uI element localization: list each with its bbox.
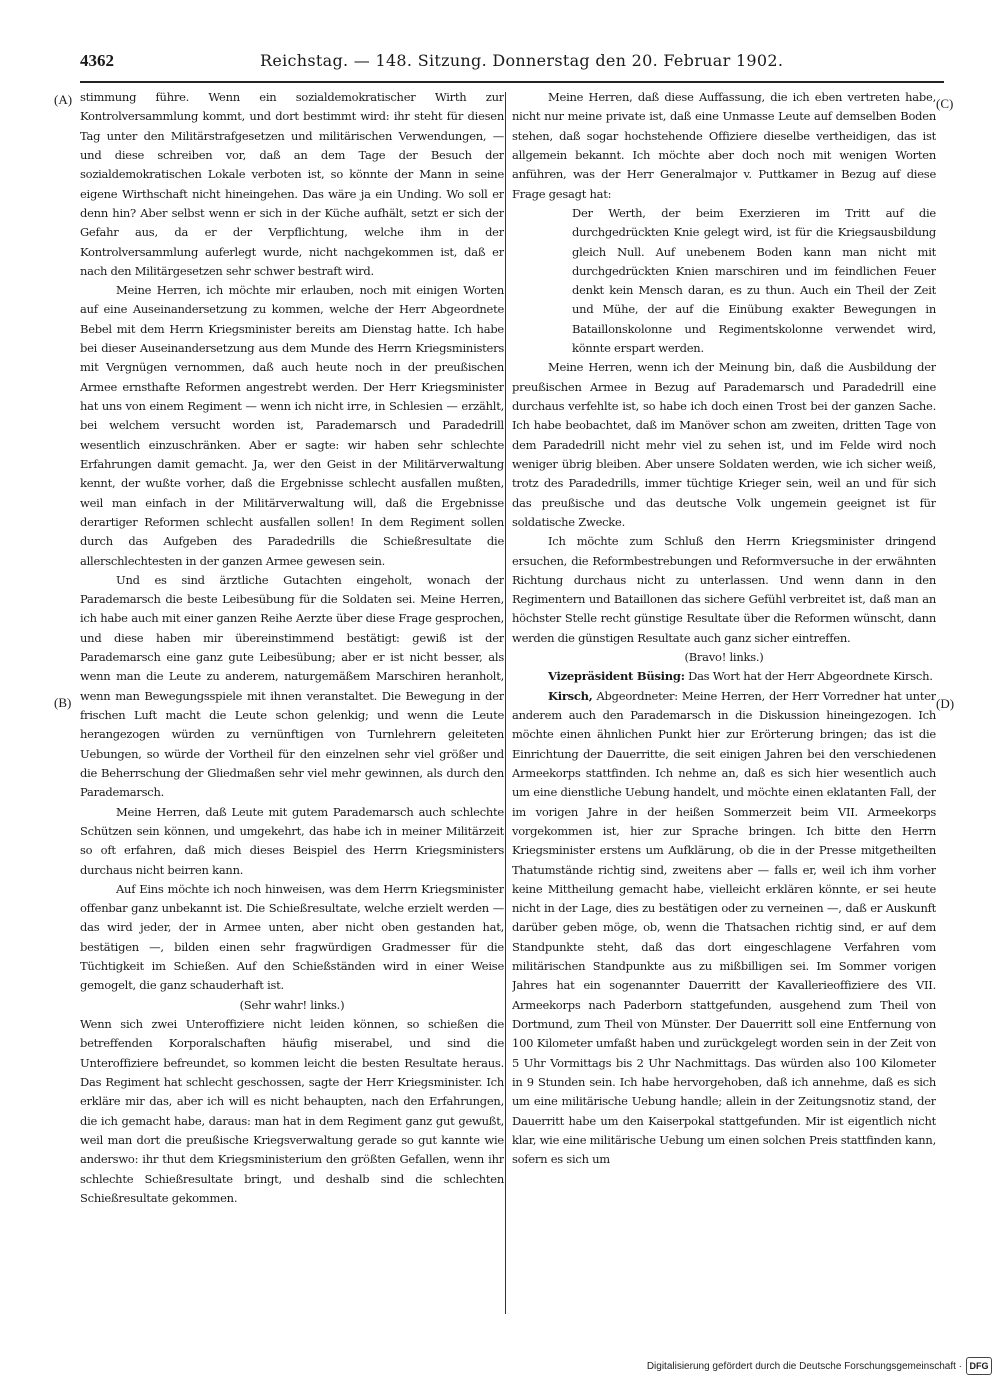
margin-marker-c: (C): [936, 96, 954, 111]
paragraph: Ich möchte zum Schluß den Herrn Kriegsminister dringend ersuchen, die Reformbestrebungen und Reformversuche in der erwähnten Richtung durchaus nicht zu unterlassen. Und wenn dann in den Regimentern und Bataillonen das sichere Gefühl verbreitet ist, daß man an höchster Stelle recht günstige Resultate über die Reformen wünscht, dann werden die günstigen Resultate auch ganz sicher eintreffen.: [512, 534, 936, 645]
running-title: Reichstag. — 148. Sitzung. Donnerstag den 20. Februar 1902.: [260, 51, 784, 70]
paragraph: Meine Herren, wenn ich der Meinung bin, daß die Ausbildung der preußischen Armee in Bezug auf Parademarsch und Paradedrill eine durchaus verfehlte ist, so habe ich doch einen Trost bei der ganzen Sache. Ich habe beobachtet, daß im Manöver schon am zweiten, dritten Tage von dem Paradedrill nicht mehr viel zu sehen ist, und im Felde wird noch weniger übrig bleiben. Aber unsere Soldaten werden, wie ich sicher weiß, trotz des Paradedrills, immer tüchtige Krieger sein, weil an und für sich das preußische und das deutsche Volk ungemein geeignet ist für soldatische Zwecke.: [512, 360, 936, 529]
paragraph: Meine Herren, daß diese Auffassung, die ich eben vertreten habe, nicht nur meine private ist, daß eine Unmasse Leute auf demselben Boden stehen, daß sogar hochstehende Offiziere dieselbe vertheidigen, das ist allgemein bekannt. Ich möchte aber doch noch mit wenigen Worten anführen, was der Herr Generalmajor v. Puttkamer in Bezug auf diese Frage gesagt hat:: [512, 90, 936, 201]
speaker-paragraph: [512, 667, 936, 686]
paragraph: Wenn sich zwei Unteroffiziere nicht leiden können, so schießen die betreffenden Korporalschaften häufig miserabel, und sind die Unteroffiziere befreundet, so kommen leicht die besten Resultate heraus. Das Regiment hat schlecht geschossen, sagte der Herr Kriegsminister. Ich erkläre mir das, aber ich will es nicht behaupten, nach den Erfahrungen, die ich gemacht habe, daraus: man hat in dem Regiment ganz gut gewußt, weil man dort die preußische Kriegsverwaltung gerade so gut kannte wie anderswo: ihr thut dem Kriegsministerium den größten Gefallen, wenn ihr schlechte Schießresultate bringt, und deshalb sind die schlechten Schießresultate gekommen.: [80, 1017, 504, 1205]
paragraph: Meine Herren, ich möchte mir erlauben, noch mit einigen Worten auf eine Auseinandersetzung zu kommen, welche der Herr Abgeordnete Bebel mit dem Herrn Kriegsminister bereits am Dienstag hatte. Ich habe bei dieser Auseinandersetzung aus dem Munde des Herrn Kriegsministers mit Vergnügen vernommen, daß auch heute noch in der preußischen Armee ernsthafte Reformen angestrebt werden. Der Herr Kriegsminister hat uns von einem Regiment — wenn ich nicht irre, in Schlesien — erzählt, bei welchem versucht worden ist, Parademarsch und Paradedrill wesentlich einzuschränken. Aber er sagte: wir haben sehr schlechte Erfahrungen damit gemacht. Ja, wer den Geist in der Militärverwaltung kennt, der wußte vorher, daß die Ergebnisse schlecht ausfallen mußten, weil man einfach in der Militärverwaltung will, daß die Ergebnisse derartiger Reformen schlecht ausfallen sollen! In dem Regiment sollen durch das Aufgeben des Paradedrills die Schießresultate die allerschlechtesten in der ganzen Armee gewesen sein.: [80, 283, 504, 568]
speaker-name: Vizepräsident Büsing:: [548, 669, 685, 684]
speaker-text: Abgeordneter: Meine Herren, der Herr Vorredner hat unter anderem auch den Parademarsch in die Diskussion hineingezogen. Ich möchte einen ähnlichen Punkt hier zur Erörterung bringen; das ist die Einrichtung der Dauerritte, die seit einigen Jahren bei den verschiedenen Armeekorps stattfinden. Ich nehme an, daß es sich hier wesentlich auch um eine dienstliche Uebung handelt, und möchte einen eklatanten Fall, der im vorigen Jahre in der heißen Sommerzeit beim VII. Armeekorps vorgekommen ist, hier zur Sprache bringen. Ich bitte den Herrn Kriegsminister erstens um Aufklärung, ob die in der Presse mitgetheilten Thatumstände richtig sind, zweitens aber — falls er, weil ich ihm vorher keine Mittheilung gemacht habe, vielleicht erklären könnte, er sei heute nicht in der Lage, dies zu bestätigen oder zu verneinen —, daß er Auskunft darüber geben möge, ob, wenn die Thatsachen richtig sind, er auf dem Standpunkte steht, daß das dort eingeschlagene Verfahren vom militärischen Standpunkte aus zu mißbilligen sei. Im Sommer vorigen Jahres hat ein sogenannter Dauerritt der Kavallerieoffiziere des VII. Armeekorps nach Paderborn stattgefunden, ausgehend zum Theil von Dortmund, zum Theil von Münster. Der Dauerritt soll eine Entfernung von 100 Kilometer umfaßt haben und zurückgelegt worden sein in der Zeit von 5 Uhr Vormittags bis 2 Uhr Nachmittags. Das würden also 100 Kilometer in 9 Stunden sein. Ich habe hervorgehoben, daß ich annehme, daß es sich um eine militärische Uebung handle; allein in der Zeitungsnotiz stand, der Dauerritt habe um den Kaiserpokal stattgefunden. Mir ist eigentlich nicht klar, wie eine militärische Uebung um einen solchen Preis stattfinden kann, sofern es sich um: [512, 688, 936, 1167]
paragraph: Auf Eins möchte ich noch hinweisen, was dem Herrn Kriegsminister offenbar ganz unbekannt ist. Die Schießresultate, welche erzielt werden — das wird jeder, der in Armee unten, aber nicht oben gestanden hat, bestätigen —, bilden einen sehr fragwürdigen Gradmesser für die Tüchtigkeit im Schießen. Auf den Schießständen wird in einer Weise gemogelt, die ganz schauderhaft ist.: [80, 881, 504, 993]
speaker-text: Das Wort hat der Herr Abgeordnete Kirsch.: [688, 669, 933, 684]
page-header: [80, 47, 944, 83]
paragraph: Meine Herren, daß Leute mit gutem Parademarsch auch schlechte Schützen sein können, und umgekehrt, das habe ich in meiner Militärzeit so oft erfahren, daß mich dieses Beispiel des Herrn Kriegsministers durchaus nicht beirren kann.: [80, 804, 504, 877]
speaker-paragraph: [512, 687, 936, 1170]
margin-marker-d: (D): [936, 696, 955, 711]
left-column: [80, 88, 504, 1313]
interjection: (Sehr wahr! links.): [239, 997, 345, 1012]
right-column: [512, 88, 936, 1313]
page-number: 4362: [80, 51, 114, 70]
paragraph: Und es sind ärztliche Gutachten eingeholt, wonach der Parademarsch die beste Leibesübung für die Soldaten sei. Meine Herren, ich habe auch mit einer ganzen Reihe Aerzte über diese Frage gesprochen, und diese haben mir übereinstimmend bestätigt: gewiß ist der Parademarsch eine ganz gute Leibesübung; aber er ist nicht besser, als wenn man die Leute zu anderem, naturgemäßem Marschiren heranholt, wenn man Bewegungsspiele mit ihnen veranstaltet. Die Bewegung in der frischen Luft macht die Leute schon gelenkig; und wenn die Leute herangezogen würden zu vernünftigen von Turnlehrern geleiteten Uebungen, so würde der Vortheil für den einzelnen sehr viel größer und die Beherrschung der Gliedmaßen sehr viel mehr gewinnen, als durch den Parademarsch.: [80, 572, 504, 800]
block-quote: Der Werth, der beim Exerzieren im Tritt auf die durchgedrückten Knie gelegt wird, ist für die Kriegsausbildung gleich Null. Auf unebenem Boden kann man nicht mit durchgedrückten Knien marschiren und im feindlichen Feuer denkt kein Mensch daran, es zu thun. Auch ein Theil der Zeit und Mühe, der auf die Einübung exakter Bewegungen in Bataillonskolonne und Regimentskolonne verwendet wird, könnte erspart werden.: [572, 205, 936, 356]
interjection: (Bravo! links.): [684, 650, 764, 665]
paragraph: stimmung führe. Wenn ein sozialdemokratischer Wirth zur Kontrolversammlung kommt, und dort bestimmt wird: ihr steht für diesen Tag unter den Militärstrafgesetzen und militärischen Verwendungen, — und diese schreiben vor, daß an dem Tage der Besuch der sozialdemokratischen Lokale verboten ist, so könnte der Mann in seine eigene Wirthschaft nicht hineingehen. Das wäre ja ein Unding. Wo soll er denn hin? Aber selbst wenn er sich in der Küche aufhält, setzt er sich der Gefahr aus, da er der Verpflichtung, welche ihm in der Kontrolversammlung auferlegt wurde, nicht nachgekommen ist, daß er nach den Militärgesetzen sehr schwer bestraft wird.: [80, 90, 504, 278]
column-divider: [505, 92, 506, 1314]
footer-credit: Digitalisierung gefördert durch die Deutsche Forschungsgemeinschaft ·: [646, 1361, 962, 1372]
margin-marker-b: (B): [54, 695, 72, 710]
margin-marker-a: (A): [54, 92, 73, 107]
speaker-name: Kirsch,: [548, 688, 593, 703]
dfg-logo: DFG: [966, 1357, 992, 1375]
